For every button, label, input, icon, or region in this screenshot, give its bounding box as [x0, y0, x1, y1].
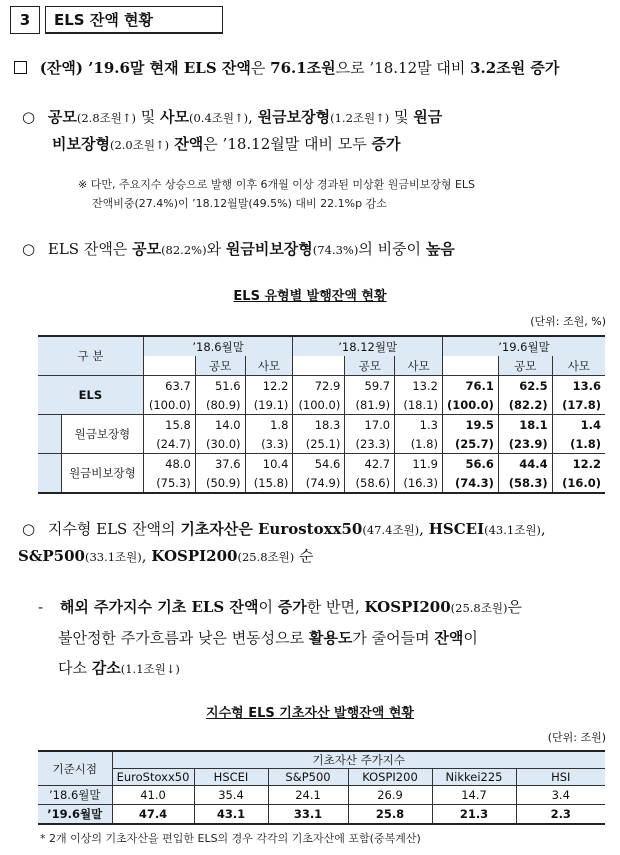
table-cell: 1.8	[245, 415, 293, 435]
table-cell: (17.8)	[552, 395, 605, 415]
table-cell: (19.1)	[245, 395, 293, 415]
table-cell: 44.4	[498, 454, 552, 474]
th-index: KOSPI200	[348, 769, 432, 786]
table-cell: (75.3)	[156, 475, 191, 490]
table-cell: 10.4	[245, 454, 293, 474]
th-private: 사모	[245, 356, 293, 376]
table-cell: (23.9)	[498, 434, 552, 454]
table-cell: 13.6	[552, 376, 605, 396]
row-indent	[38, 415, 61, 454]
table-cell: 24.1	[268, 786, 348, 805]
table-cell: 33.1	[268, 805, 348, 824]
th-index: EuroStoxx50	[116, 770, 190, 784]
table-cell: (15.8)	[245, 473, 293, 493]
th-index: HSCEI	[194, 769, 268, 786]
table-cell: 51.6	[195, 376, 245, 396]
share-paragraph: ○ ELS 잔액은 공모(82.2%)와 원금비보장형(74.3%)의 비중이 높음	[22, 240, 455, 258]
th-index: S&P500	[268, 769, 348, 786]
table-cell: 1.3	[395, 415, 443, 435]
table-cell: (23.3)	[345, 434, 395, 454]
underlying-paragraph: ○ 지수형 ELS 잔액의 기초자산은 Eurostoxx50(47.4조원), HSCEI(43.1조원), S&P500(33.1조원), KOSPI200(25.8조원) 순	[18, 520, 546, 565]
table-cell: 21.3	[432, 805, 516, 824]
table1-title: ELS 유형별 발행잔액 현황	[233, 289, 387, 304]
table-cell: 3.4	[516, 786, 605, 805]
table-cell: 72.9	[293, 376, 345, 396]
circle-bullet-icon: ○	[22, 520, 36, 538]
th-public: 공모	[498, 356, 552, 376]
table-cell: (1.8)	[395, 434, 443, 454]
row-label: 원금보장형	[61, 415, 143, 454]
table-cell: 12.2	[245, 376, 293, 396]
section-number: 3	[10, 6, 40, 34]
summary-paragraph: (잔액) ’19.6말 현재 ELS 잔액은 76.1조원으로 ’18.12말 대비 3.2조원 증가	[0, 55, 620, 81]
square-bullet-icon	[14, 61, 27, 74]
table-cell: 12.2	[552, 454, 605, 474]
type-increase-paragraph: ○ 공모(2.8조원↑) 및 사모(0.4조원↑), 원금보장형(1.2조원↑) 및 원금 비보장형(2.0조원↑) 잔액은 ’18.12월말 대비 모두 증가	[22, 108, 443, 153]
table2-title: 지수형 ELS 기초자산 발행잔액 현황	[206, 706, 414, 721]
table-cell: 17.0	[345, 415, 395, 435]
table-cell: (100.0)	[148, 397, 191, 412]
kospi-paragraph: - 해외 주가지수 기초 ELS 잔액이 증가한 반면, KOSPI200(25.8조원)은 불안정한 주가흐름과 낮은 변동성으로 활용도가 줄어들며 잔액이 다소 감소(1.1조원↓)	[38, 598, 522, 677]
table-cell: 43.1	[194, 805, 268, 824]
table-row	[38, 454, 605, 474]
table-cell: 41.0	[140, 788, 166, 802]
table-cell: (74.3)	[442, 473, 498, 493]
row-label: 원금비보장형	[61, 454, 143, 494]
table-cell: (50.9)	[195, 473, 245, 493]
note-maturity: ※ 다만, 주요지수 상승으로 발행 이후 6개월 이상 경과된 미상환 원금비보장형 ELS 잔액비중(27.4%)이 ’18.12월말(49.5%) 대비 22.1%p 감소	[78, 178, 476, 210]
table-cell: (58.6)	[345, 473, 395, 493]
th-index: HSI	[516, 769, 605, 786]
table2-unit: (단위: 조원)	[547, 731, 606, 744]
table-row	[38, 805, 605, 824]
table-cell: 18.3	[293, 415, 345, 435]
table-cell: (81.9)	[345, 395, 395, 415]
table-cell: (3.3)	[245, 434, 293, 454]
table-row	[38, 786, 605, 805]
table-cell: 56.6	[442, 454, 498, 474]
table-cell: 19.5	[442, 415, 498, 435]
table-cell: 15.8	[165, 417, 191, 432]
table1-unit: (단위: 조원, %)	[530, 315, 606, 328]
table-cell: 59.7	[345, 376, 395, 396]
els-type-table	[38, 335, 605, 494]
table-cell: 13.2	[395, 376, 443, 396]
table-cell: (74.9)	[293, 473, 345, 493]
note-duplicate: * 2개 이상의 기초자산을 편입한 ELS의 경우 각각의 기초자산에 포함(중복계산)	[40, 832, 421, 845]
table-cell: 14.7	[432, 786, 516, 805]
table-cell: 14.0	[195, 415, 245, 435]
th-private: 사모	[552, 356, 605, 376]
table-cell: (30.0)	[195, 434, 245, 454]
table-cell: (100.0)	[442, 395, 498, 415]
table-cell: (1.8)	[552, 434, 605, 454]
row-label: ’19.6월말	[38, 805, 112, 824]
th-public: 공모	[345, 356, 395, 376]
table-cell: (58.3)	[498, 473, 552, 493]
th-public: 공모	[195, 356, 245, 376]
table1-body	[38, 376, 605, 494]
th-period: 기준시점	[38, 751, 112, 786]
table-cell: (25.1)	[293, 434, 345, 454]
section-header	[10, 6, 223, 34]
table-cell: (16.3)	[395, 473, 443, 493]
table-cell: 76.1	[442, 376, 498, 396]
table-cell: 62.5	[498, 376, 552, 396]
table-cell: (25.7)	[442, 434, 498, 454]
table-cell: (82.2)	[498, 395, 552, 415]
th-index-group: 기초자산 주가지수	[112, 751, 605, 769]
index-underlying-table	[38, 750, 605, 825]
table-cell: 54.6	[293, 454, 345, 474]
th-period-2: ’18.12월말	[293, 336, 443, 356]
th-period-3: ’19.6월말	[498, 339, 550, 354]
th-period-1: ’18.6월말	[143, 336, 293, 356]
table-cell: 26.9	[348, 786, 432, 805]
row-label: ’18.6월말	[38, 786, 112, 805]
row-label: ELS	[38, 376, 143, 415]
table-cell: 35.4	[194, 786, 268, 805]
table-cell: 1.4	[552, 415, 605, 435]
table-cell: (16.0)	[552, 473, 605, 493]
table-cell: (24.7)	[156, 436, 191, 451]
table-cell: 37.6	[195, 454, 245, 474]
table-cell: 48.0	[165, 456, 191, 471]
table-cell: 63.7	[165, 378, 191, 393]
table-cell: 11.9	[395, 454, 443, 474]
table-cell: (18.1)	[395, 395, 443, 415]
table-row	[38, 376, 605, 396]
table2-body	[38, 786, 605, 824]
row-indent	[38, 454, 61, 494]
table2-col-headers	[38, 769, 605, 786]
dash-bullet-icon: -	[38, 598, 44, 616]
table-cell: 42.7	[345, 454, 395, 474]
section-title: ELS 잔액 현황	[45, 6, 223, 34]
circle-bullet-icon: ○	[22, 108, 36, 126]
table-row	[38, 415, 605, 435]
th-index: Nikkei225	[432, 769, 516, 786]
table-cell: (100.0)	[293, 395, 345, 415]
table-cell: 47.4	[138, 806, 168, 821]
circle-bullet-icon: ○	[22, 240, 36, 258]
table-cell: 2.3	[516, 805, 605, 824]
table-cell: (80.9)	[195, 395, 245, 415]
table-cell: 25.8	[348, 805, 432, 824]
th-private: 사모	[395, 356, 443, 376]
th-category: 구 분	[38, 336, 143, 376]
table-cell: 18.1	[498, 415, 552, 435]
